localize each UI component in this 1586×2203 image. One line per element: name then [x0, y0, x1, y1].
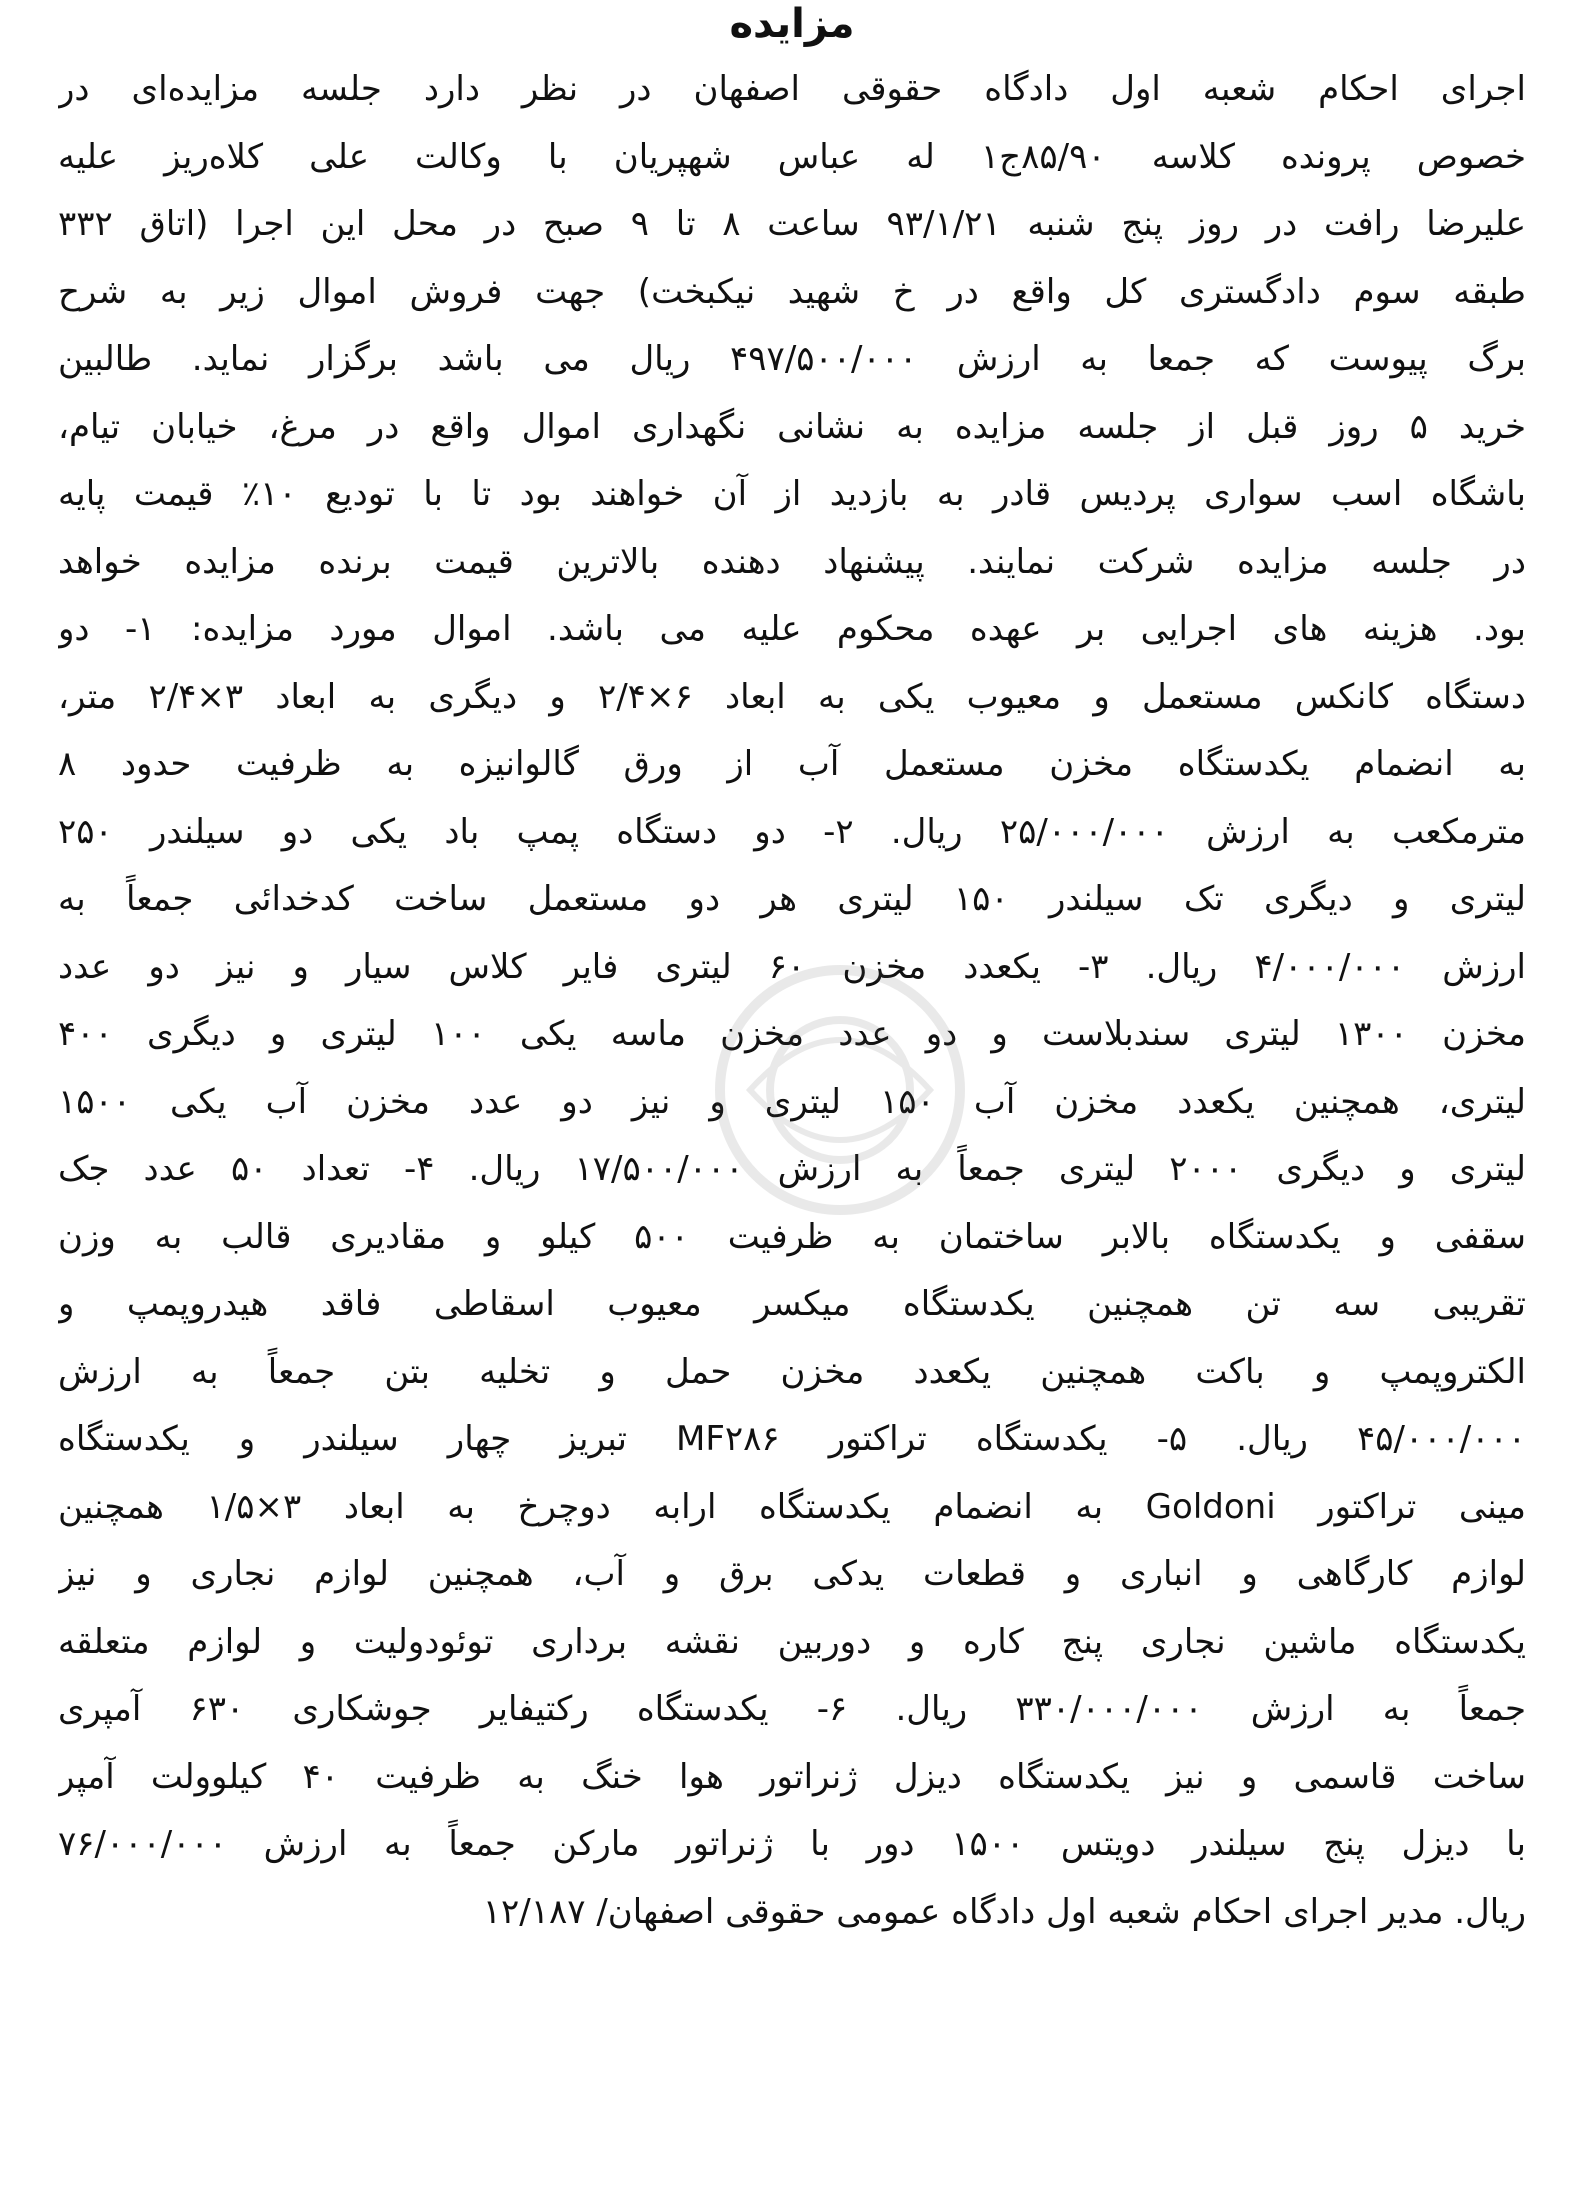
- notice-line: علیرضا رافت در روز پنج شنبه ۹۳/۱/۲۱ ساعت ۸ تا ۹ صبح در محل این اجرا (اتاق ۳۳۲: [58, 204, 1526, 244]
- notice-line: با دیزل پنج سیلندر دویتس ۱۵۰۰ دور با ژنراتور مارکن جمعاً به ارزش ۷۶/۰۰۰/۰۰۰: [58, 1824, 1526, 1864]
- notice-line: لوازم کارگاهی و انباری و قطعات یدکی برق و آب، همچنین لوازم نجاری و نیز: [58, 1554, 1526, 1594]
- notice-line: لیتری، همچنین یکعدد مخزن آب ۱۵۰ لیتری و نیز دو عدد مخزن آب یکی ۱۵۰۰: [58, 1081, 1526, 1122]
- notice-line: ۴۵/۰۰۰/۰۰۰ ریال. ۵- یکدستگاه تراکتور MF۲۸۶ تبریز چهار سیلندر و یکدستگاه: [58, 1419, 1526, 1459]
- notice-line: مترمکعب به ارزش ۲۵/۰۰۰/۰۰۰ ریال. ۲- دو دستگاه پمپ باد یکی دو سیلندر ۲۵۰: [58, 811, 1526, 852]
- notice-line: ارزش ۴/۰۰۰/۰۰۰ ریال. ۳- یکعدد مخزن ۶۰ لیتری فایر کلاس سیار و نیز دو عدد: [58, 946, 1526, 987]
- notice-line: ساخت قاسمی و نیز یکدستگاه دیزل ژنراتور هوا خنگ به ظرفیت ۴۰ کیلوولت آمپر: [58, 1756, 1526, 1797]
- notice-line: مینی تراکتور Goldoni به انضمام یکدستگاه ارابه دوچرخ به ابعاد ۳×۱/۵ همچنین: [58, 1486, 1526, 1527]
- notice-line: باشگاه اسب سواری پردیس قادر به بازدید از آن خواهند بود تا با تودیع ۱۰٪ قیمت پایه: [58, 474, 1526, 514]
- notice-line: یکدستگاه ماشین نجاری پنج کاره و دوربین نقشه برداری توئودولیت و لوازم متعلقه: [58, 1621, 1526, 1662]
- notice-line: اجرای احکام شعبه اول دادگاه حقوقی اصفهان در نظر دارد جلسه مزایده‌ای در: [58, 69, 1526, 109]
- notice-signature-line: ریال. مدیر اجرای احکام شعبه اول دادگاه عمومی حقوقی اصفهان/ ۱۲/۱۸۷: [482, 1891, 1526, 1932]
- notice-line: مخزن ۱۳۰۰ لیتری سندبلاست و دو عدد مخزن ماسه یکی ۱۰۰ لیتری و دیگری ۴۰۰: [58, 1014, 1526, 1054]
- notice-line: لیتری و دیگری تک سیلندر ۱۵۰ لیتری هر دو مستعمل ساخت کدخدائی جمعاً به: [58, 879, 1526, 919]
- notice-line: تقریبی سه تن همچنین یکدستگاه میکسر معیوب اسقاطی فاقد هیدروپمپ و: [58, 1284, 1526, 1324]
- notice-line: خرید ۵ روز قبل از جلسه مزایده به نشانی نگهداری اموال واقع در مرغ، خیابان تیام،: [58, 406, 1526, 447]
- notice-title: مزایده: [729, 1, 855, 47]
- notice-line: بود. هزینه های اجرایی بر عهده محکوم علیه می باشد. اموال مورد مزایده: ۱- دو: [58, 609, 1526, 649]
- notice-line: جمعاً به ارزش ۳۳۰/۰۰۰/۰۰۰ ریال. ۶- یکدستگاه رکتیفایر جوشکاری ۶۳۰ آمپری: [58, 1689, 1526, 1729]
- notice-line: سقفی و یکدستگاه بالابر ساختمان به ظرفیت ۵۰۰ کیلو و مقادیری قالب به وزن: [58, 1216, 1526, 1257]
- notice-line: به انضمام یکدستگاه مخزن مستعمل آب از ورق گالوانیزه به ظرفیت حدود ۸: [58, 744, 1526, 784]
- notice-line: دستگاه کانکس مستعمل و معیوب یکی به ابعاد ۶×۲/۴ و دیگری به ابعاد ۳×۲/۴ متر،: [58, 676, 1526, 717]
- notice-line: در جلسه مزایده شرکت نمایند. پیشنهاد دهنده بالاترین قیمت برنده مزایده خواهد: [58, 541, 1526, 582]
- notice-line: لیتری و دیگری ۲۰۰۰ لیتری جمعاً به ارزش ۱۷/۵۰۰/۰۰۰ ریال. ۴- تعداد ۵۰ عدد جک: [58, 1149, 1526, 1189]
- notice-line: طبقه سوم دادگستری کل واقع در خ شهید نیکبخت) جهت فروش اموال زیر به شرح: [58, 271, 1526, 312]
- notice-body: [58, 56, 1526, 1946]
- notice-line: برگ پیوست که جمعا به ارزش ۴۹۷/۵۰۰/۰۰۰ ریال می باشد برگزار نماید. طالبین: [58, 339, 1526, 379]
- notice-line: الکتروپمپ و باکت همچنین یکعدد مخزن حمل و تخلیه بتن جمعاً به ارزش: [58, 1351, 1526, 1392]
- notice-line: خصوص پرونده کلاسه ۸۵/۹۰ج۱ له عباس شهپریان با وکالت علی کلاه‌ریز علیه: [58, 136, 1526, 177]
